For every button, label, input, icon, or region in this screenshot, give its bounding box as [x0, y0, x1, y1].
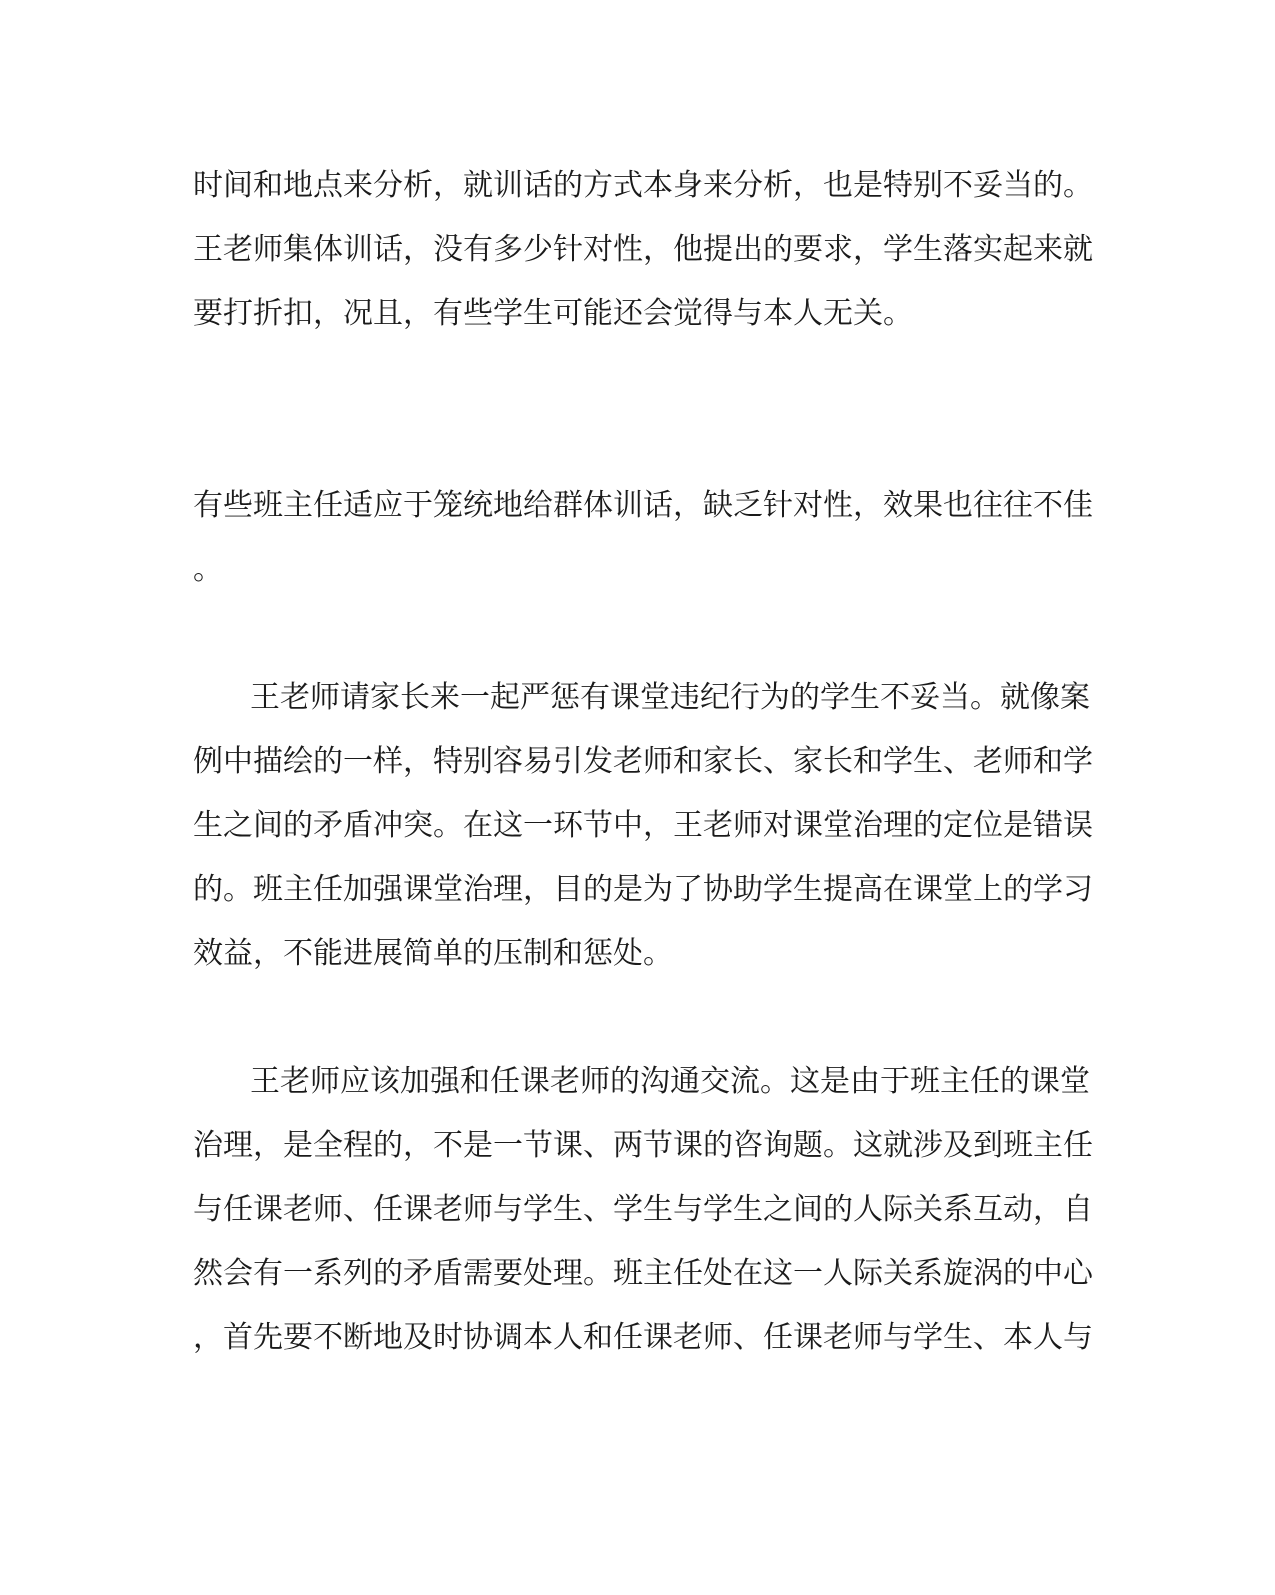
text-line: 例中描绘的一样，特别容易引发老师和家长、家长和学生、老师和学 — [193, 744, 1093, 779]
text-line: 然会有一系列的矛盾需要处理。班主任处在这一人际关系旋涡的中心 — [193, 1256, 1093, 1291]
text-line: 生之间的矛盾冲突。在这一环节中，王老师对课堂治理的定位是错误 — [193, 808, 1093, 843]
text-line: ，首先要不断地及时协调本人和任课老师、任课老师与学生、本人与 — [193, 1320, 1093, 1355]
text-line: 有些班主任适应于笼统地给群体训话，缺乏针对性，效果也往往不佳 — [193, 488, 1093, 523]
text-line: 王老师应该加强和任课老师的沟通交流。这是由于班主任的课堂 — [250, 1064, 1090, 1099]
text-line: 王老师集体训话，没有多少针对性，他提出的要求，学生落实起来就 — [193, 232, 1093, 267]
text-line: 时间和地点来分析，就训话的方式本身来分析，也是特别不妥当的。 — [193, 168, 1093, 203]
text-line: 的。班主任加强课堂治理，目的是为了协助学生提高在课堂上的学习 — [193, 872, 1093, 907]
text-line: 治理，是全程的，不是一节课、两节课的咨询题。这就涉及到班主任 — [193, 1128, 1093, 1163]
text-line: 要打折扣，况且，有些学生可能还会觉得与本人无关。 — [193, 296, 913, 331]
text-line: 效益，不能进展简单的压制和惩处。 — [193, 936, 673, 971]
text-line: 。 — [193, 552, 223, 587]
text-line: 与任课老师、任课老师与学生、学生与学生之间的人际关系互动，自 — [193, 1192, 1093, 1227]
text-line: 王老师请家长来一起严惩有课堂违纪行为的学生不妥当。就像案 — [250, 680, 1090, 715]
